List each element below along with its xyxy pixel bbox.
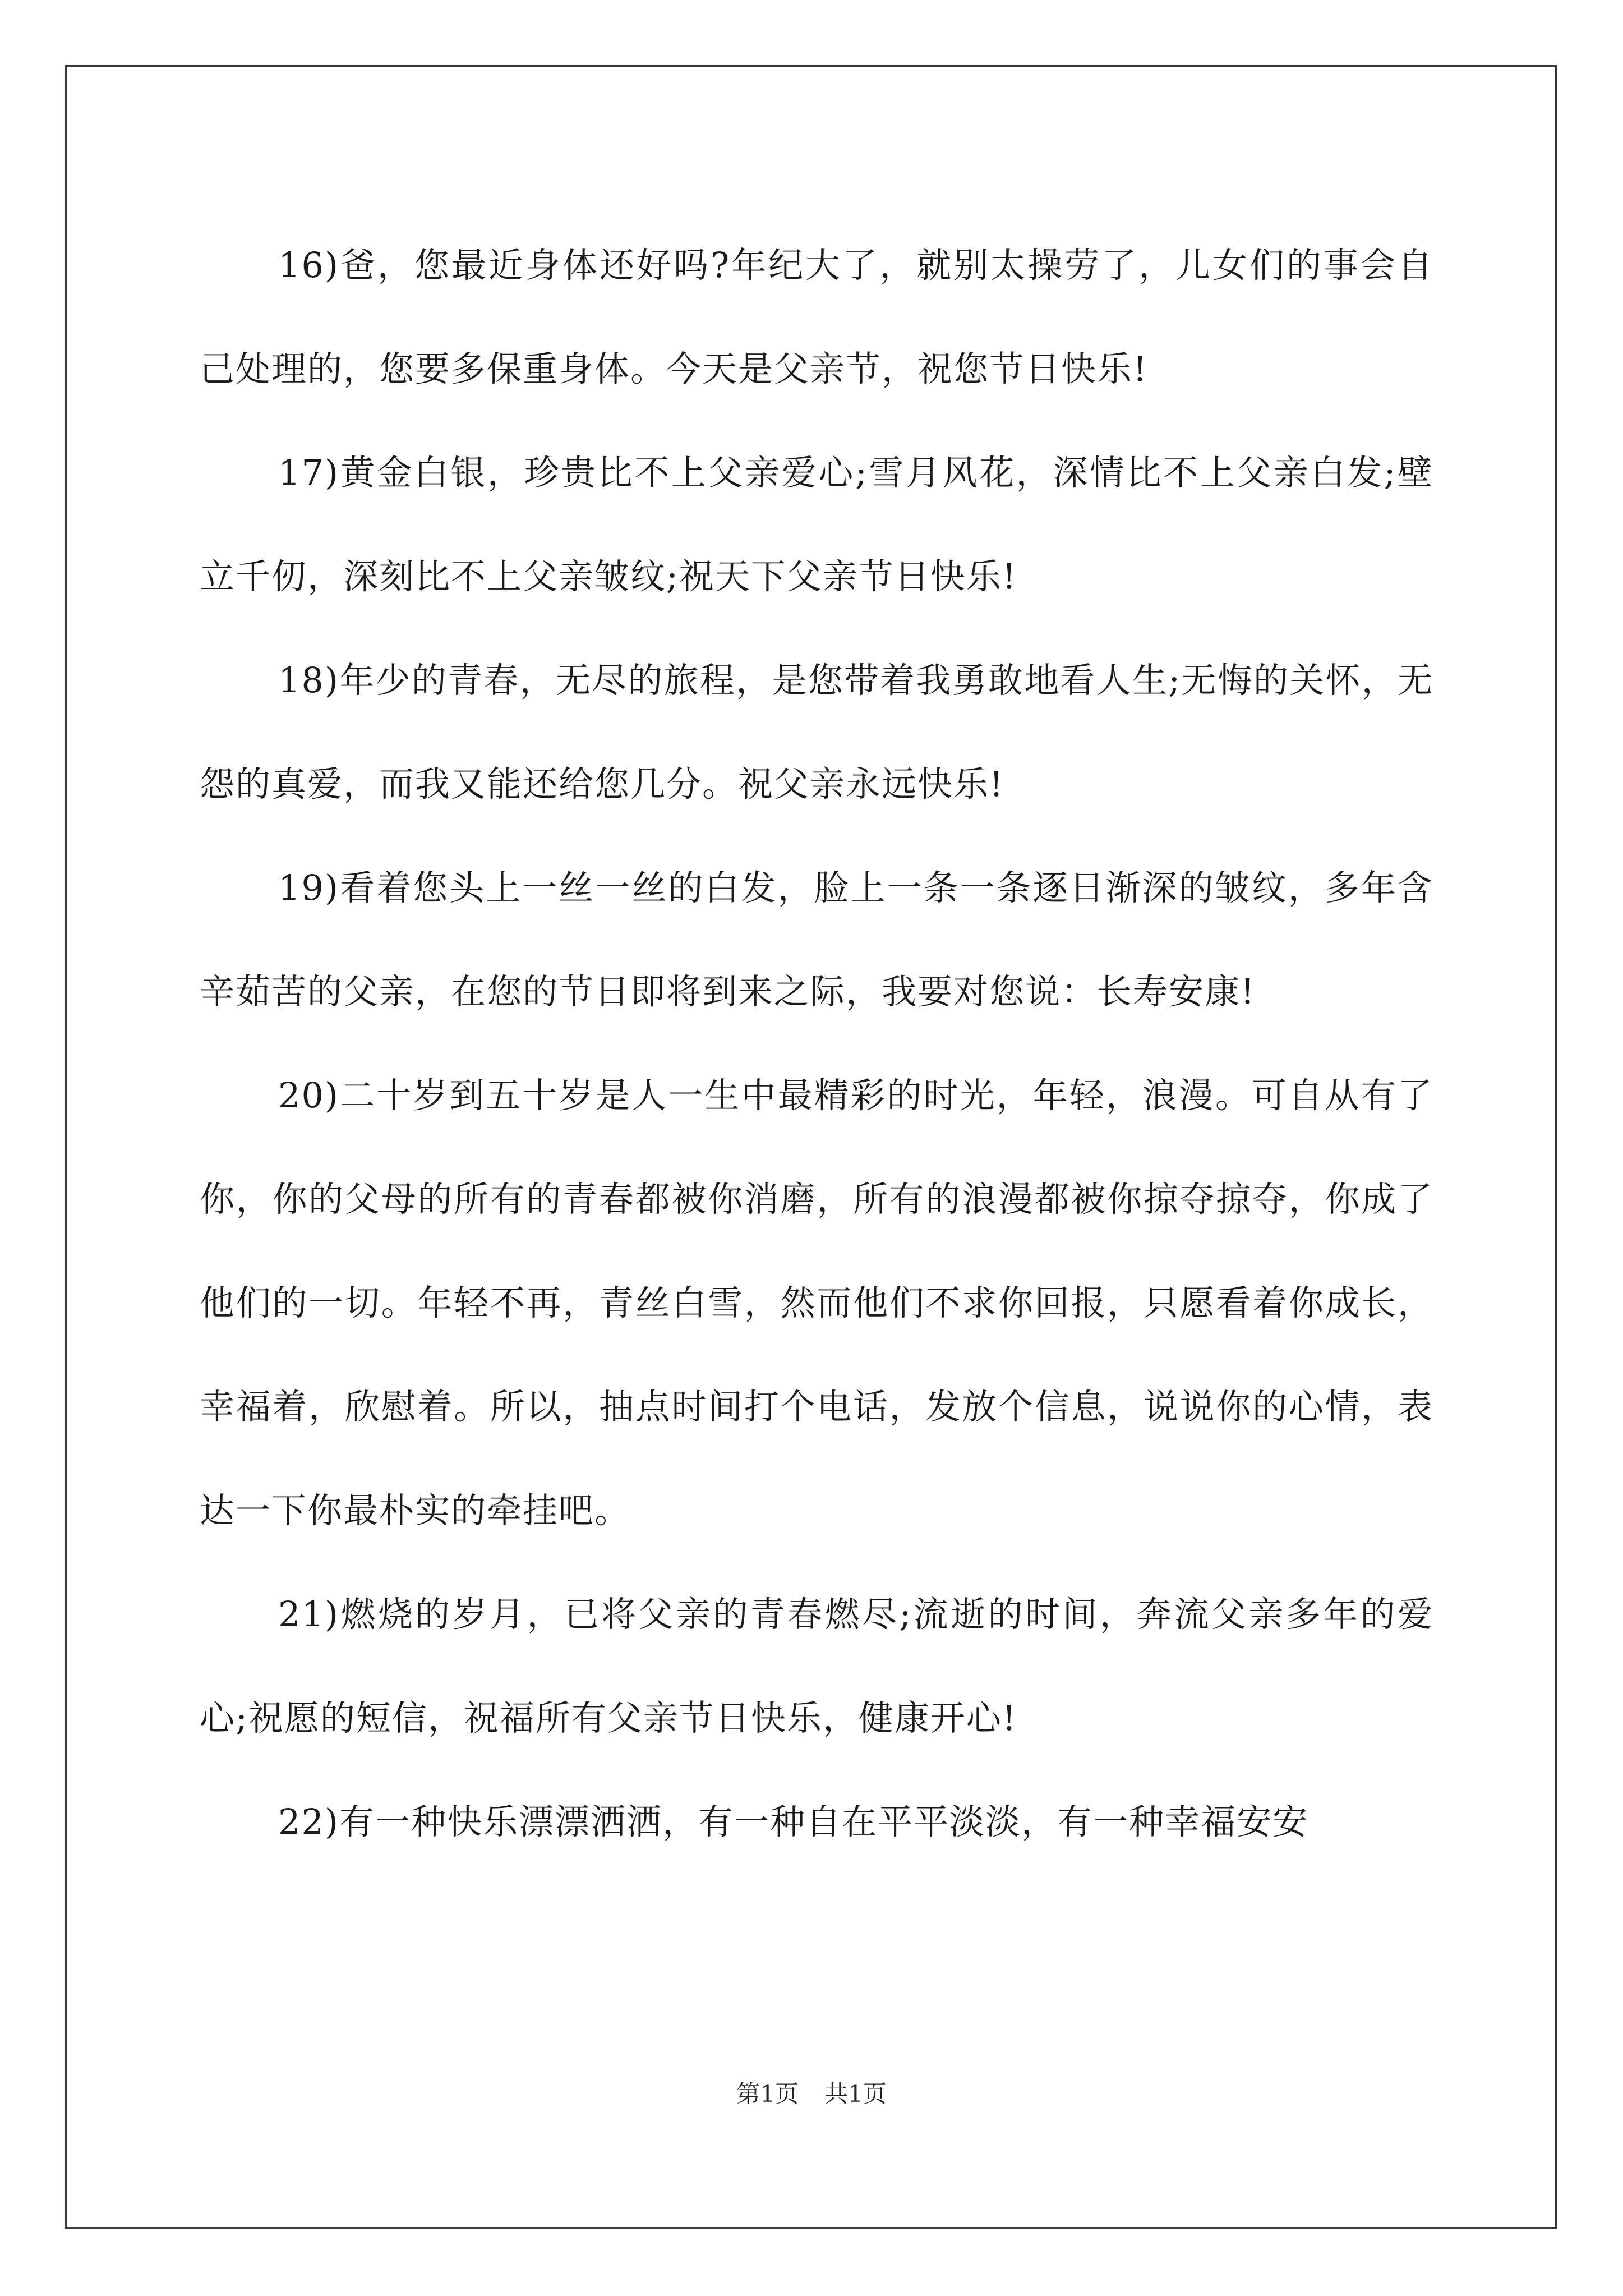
document-body (200, 213, 1433, 1874)
paragraph-22: 22)有一种快乐漂漂洒洒，有一种自在平平淡淡，有一种幸福安安 (278, 1801, 1309, 1842)
paragraph-19: 19)看着您头上一丝一丝的白发，脸上一条一条逐日渐深的皱纹，多年含辛茹苦的父亲，在您的节日即将到来之际，我要对您说：长寿安康! (200, 867, 1433, 1012)
page-footer (0, 2076, 1623, 2109)
paragraph-17: 17)黄金白银，珍贵比不上父亲爱心;雪月风花，深情比不上父亲白发;壁立千仞，深刻比不上父亲皱纹;祝天下父亲节日快乐! (200, 452, 1433, 597)
paragraph-16: 16)爸，您最近身体还好吗?年纪大了，就别太操劳了，儿女们的事会自己处理的，您要多保重身体。今天是父亲节，祝您节日快乐! (200, 245, 1433, 389)
page-number-current: 第1页 (736, 2080, 799, 2108)
paragraph-18: 18)年少的青春，无尽的旅程，是您带着我勇敢地看人生;无悔的关怀，无怨的真爱，而我又能还给您几分。祝父亲永远快乐! (200, 660, 1433, 804)
paragraph-20: 20)二十岁到五十岁是人一生中最精彩的时光，年轻，浪漫。可自从有了你，你的父母的所有的青春都被你消磨，所有的浪漫都被你掠夺掠夺，你成了他们的一切。年轻不再，青丝白雪，然而他们不求你回报，只愿看着你成长，幸福着，欣慰着。所以，抽点时间打个电话，发放个信息，说说你的心情，表达一下你最朴实的牵挂吧。 (200, 1075, 1433, 1531)
page-number-total: 共1页 (824, 2080, 887, 2108)
paragraph-21: 21)燃烧的岁月，已将父亲的青春燃尽;流逝的时间，奔流父亲多年的爱心;祝愿的短信，祝福所有父亲节日快乐，健康开心! (200, 1594, 1433, 1738)
